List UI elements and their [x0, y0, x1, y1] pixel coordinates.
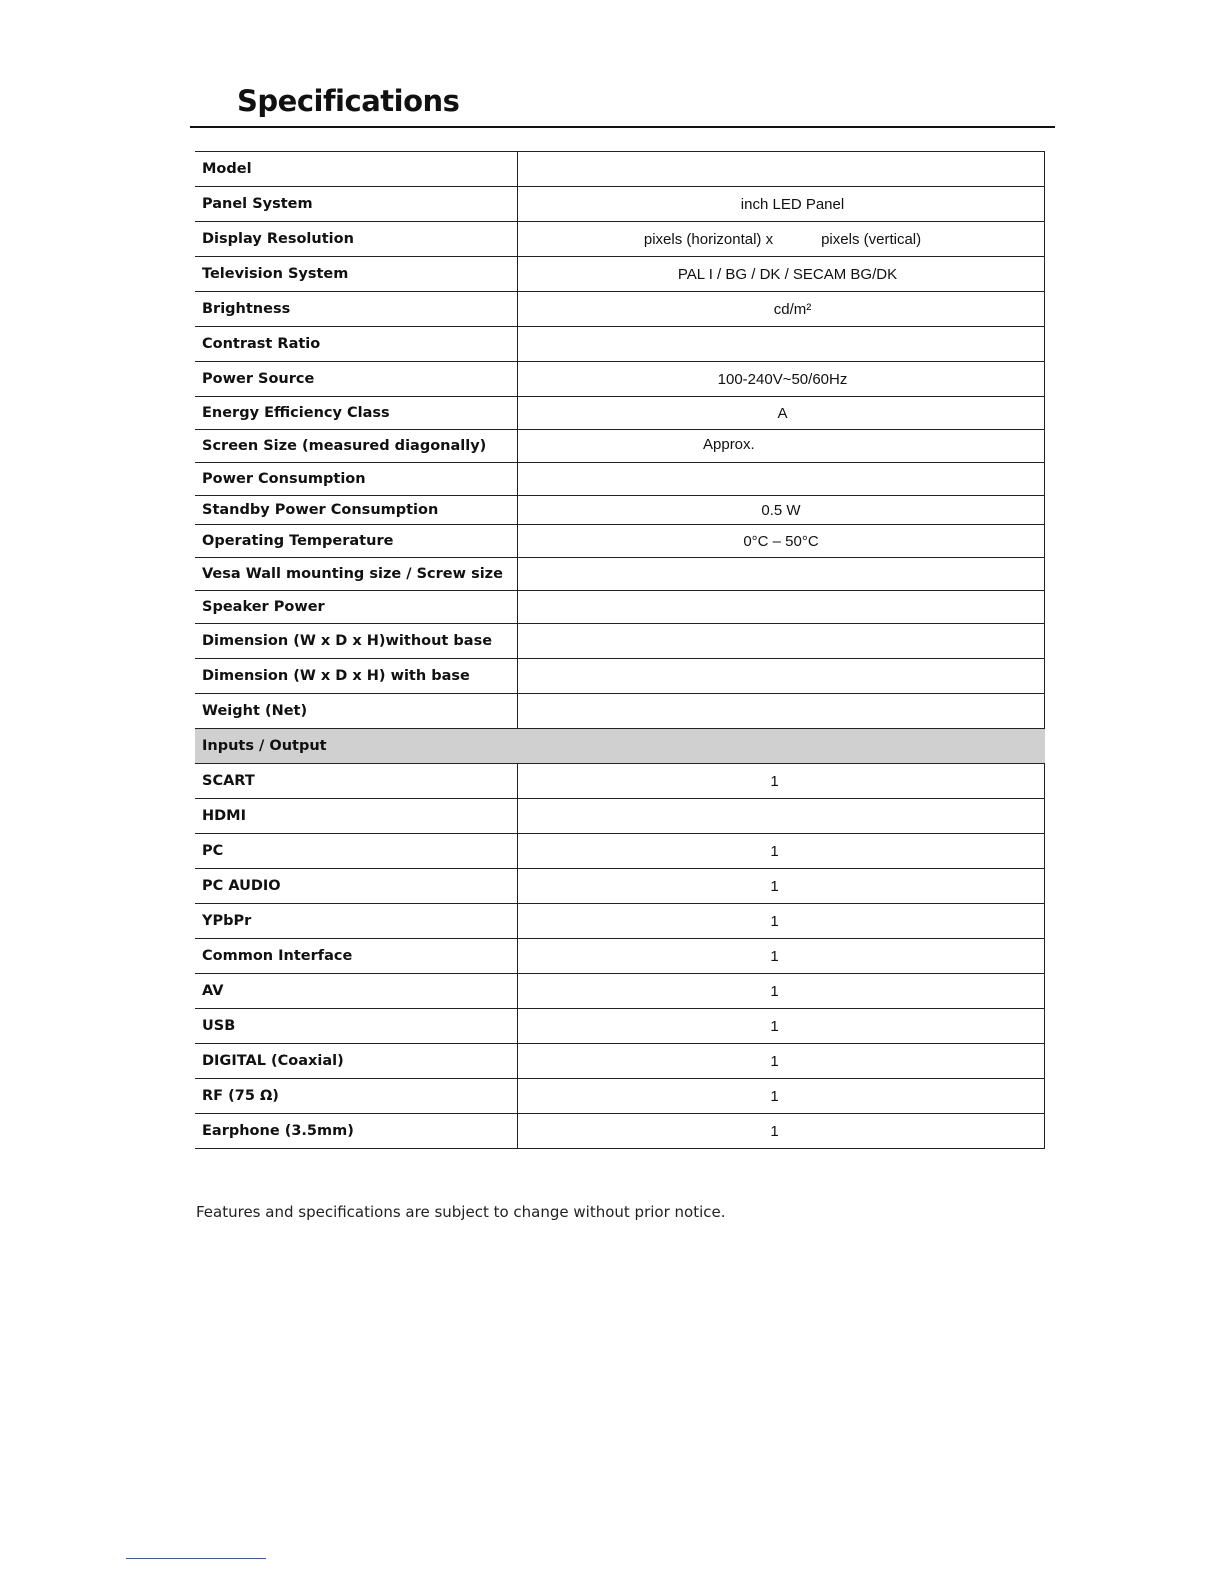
specifications-table [195, 151, 1045, 1149]
io-value: 1 [518, 834, 1045, 869]
spec-row-operating-temperature [195, 525, 1045, 558]
io-row-earphone [195, 1114, 1045, 1149]
spec-label: Model [195, 152, 518, 187]
io-label: AV [195, 974, 518, 1009]
io-row-common-interface [195, 939, 1045, 974]
io-value: 1 [518, 1079, 1045, 1114]
spec-row-standby-power [195, 496, 1045, 525]
title-divider [190, 126, 1055, 128]
io-label: YPbPr [195, 904, 518, 939]
spec-row-speaker-power [195, 591, 1045, 624]
spec-value: 0°C – 50°C [518, 525, 1045, 558]
io-value: 1 [518, 764, 1045, 799]
io-value: 1 [518, 1114, 1045, 1149]
io-row-av [195, 974, 1045, 1009]
spec-row-dimension-without-base [195, 624, 1045, 659]
io-label: Earphone (3.5mm) [195, 1114, 518, 1149]
bottom-link-underline [126, 1558, 266, 1559]
io-row-hdmi [195, 799, 1045, 834]
io-label: PC [195, 834, 518, 869]
spec-label: Brightness [195, 292, 518, 327]
spec-label: Energy Efficiency Class [195, 397, 518, 430]
io-row-pc-audio [195, 869, 1045, 904]
spec-row-screen-size [195, 430, 1045, 463]
spec-label: Standby Power Consumption [195, 496, 518, 525]
spec-label: Operating Temperature [195, 525, 518, 558]
spec-row-dimension-with-base [195, 659, 1045, 694]
page-title: Specifications [237, 84, 460, 118]
io-value: 1 [518, 939, 1045, 974]
io-label: USB [195, 1009, 518, 1044]
spec-value: PAL I / BG / DK / SECAM BG/DK [518, 257, 1045, 292]
spec-row-panel-system [195, 187, 1045, 222]
resolution-horizontal-text: pixels (horizontal) x [643, 230, 774, 248]
io-row-scart [195, 764, 1045, 799]
section-header-inputs-output [195, 729, 1045, 764]
io-row-digital-coaxial [195, 1044, 1045, 1079]
spec-label: Vesa Wall mounting size / Screw size [195, 558, 518, 591]
io-value: 1 [518, 1009, 1045, 1044]
spec-value: A [518, 397, 1045, 430]
spec-value [518, 659, 1045, 694]
spec-row-display-resolution [195, 222, 1045, 257]
io-label: HDMI [195, 799, 518, 834]
io-value: 1 [518, 1044, 1045, 1079]
spec-row-power-consumption [195, 463, 1045, 496]
io-value: 1 [518, 904, 1045, 939]
spec-row-weight [195, 694, 1045, 729]
io-row-ypbpr [195, 904, 1045, 939]
spec-label: Dimension (W x D x H) with base [195, 659, 518, 694]
spec-row-energy-efficiency [195, 397, 1045, 430]
spec-label: Display Resolution [195, 222, 518, 257]
spec-label: Television System [195, 257, 518, 292]
io-row-usb [195, 1009, 1045, 1044]
spec-label: Weight (Net) [195, 694, 518, 729]
spec-row-television-system [195, 257, 1045, 292]
spec-label: Power Consumption [195, 463, 518, 496]
spec-value [518, 152, 1045, 187]
section-heading: Inputs / Output [195, 729, 1045, 764]
io-label: SCART [195, 764, 518, 799]
spec-label: Power Source [195, 362, 518, 397]
io-row-rf [195, 1079, 1045, 1114]
footnote: Features and specifications are subject to change without prior notice. [196, 1203, 726, 1221]
spec-row-power-source [195, 362, 1045, 397]
io-value: 1 [518, 974, 1045, 1009]
spec-row-contrast-ratio [195, 327, 1045, 362]
io-label: PC AUDIO [195, 869, 518, 904]
io-label: RF (75 Ω) [195, 1079, 518, 1114]
spec-label: Panel System [195, 187, 518, 222]
spec-value: Approx. [518, 430, 1045, 463]
spec-value [518, 327, 1045, 362]
spec-value [518, 222, 1045, 257]
spec-row-vesa [195, 558, 1045, 591]
spec-label: Screen Size (measured diagonally) [195, 430, 518, 463]
spec-value [518, 591, 1045, 624]
spec-value: cd/m² [518, 292, 1045, 327]
io-row-pc [195, 834, 1045, 869]
io-value: 1 [518, 869, 1045, 904]
resolution-vertical-text: pixels (vertical) [821, 230, 922, 248]
spec-row-brightness [195, 292, 1045, 327]
io-value [518, 799, 1045, 834]
spec-label: Dimension (W x D x H)without base [195, 624, 518, 659]
spec-value: 100-240V~50/60Hz [518, 362, 1045, 397]
spec-value: 0.5 W [518, 496, 1045, 525]
spec-value: inch LED Panel [518, 187, 1045, 222]
spec-value [518, 694, 1045, 729]
spec-label: Speaker Power [195, 591, 518, 624]
spec-label: Contrast Ratio [195, 327, 518, 362]
spec-value [518, 624, 1045, 659]
spec-row-model [195, 152, 1045, 187]
spec-value [518, 558, 1045, 591]
spec-value [518, 463, 1045, 496]
io-label: Common Interface [195, 939, 518, 974]
io-label: DIGITAL (Coaxial) [195, 1044, 518, 1079]
